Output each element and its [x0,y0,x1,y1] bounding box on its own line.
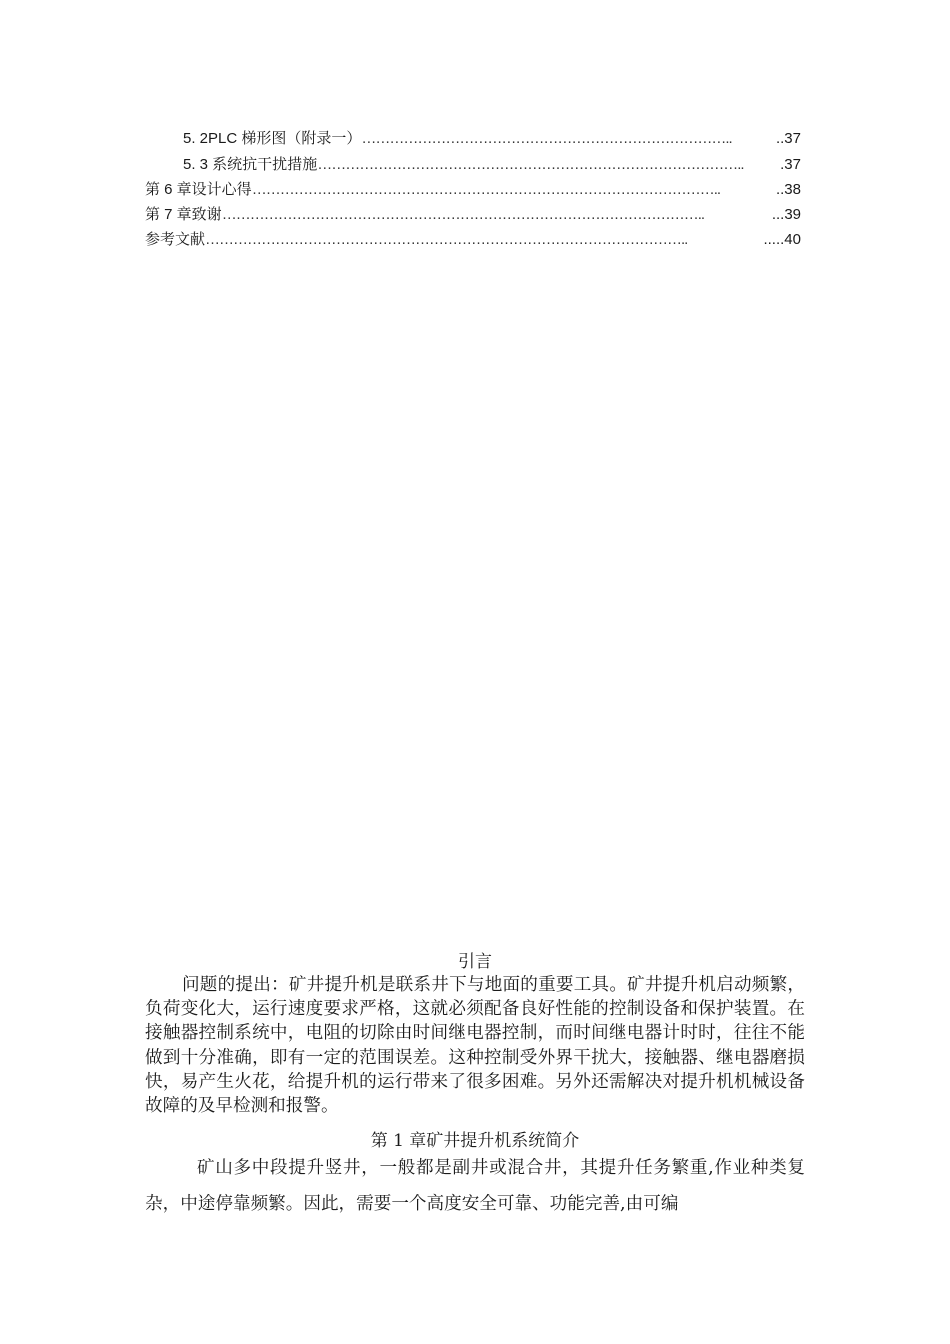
toc-dot-leader: …………………………………………………………………….. [361,130,732,147]
toc-dot-leader: ……………………………………………………………………………………….. [251,181,721,198]
toc-dot-leader: ………………………………………………………………………………………….. [205,231,688,248]
toc-page-number: .37 [780,156,801,173]
toc-dot-leader: ………………………………………………………………………………………….. [221,206,705,223]
toc-entry-references[interactable] [145,228,801,254]
toc-dot-leader: ……………………………………………………………………………….. [317,156,744,173]
chapter-1-paragraph: 矿山多中段提升竖井，一般都是副井或混合井，其提升任务繁重,作业种类复杂，中途停靠频繁。因此，需要一个高度安全可靠、功能完善,由可编 [145,1158,805,1214]
toc-page-number: ..38 [775,181,801,198]
intro-paragraph: 问题的提出：矿井提升机是联系井下与地面的重要工具。矿井提升机启动频繁，负荷变化大，运行速度要求严格，这就必须配备良好性能的控制设备和保护装置。在接触器控制系统中，电阻的切除由时间继电器控制，而时间继电器计时时，往往不能做到十分准确，即有一定的范围误差。这种控制受外界干扰大，接触器、继电器磨损快，易产生火花，给提升机的运行带来了很多困难。另外还需解决对提升机机械设备故障的及早检测和报警。 [145,975,805,1117]
toc-entry-title: 第 7 章致谢 [145,206,222,223]
toc-entry-5-2[interactable] [183,127,801,153]
toc-entry-title: 5. 2PLC 梯形图（附录一） [183,130,362,147]
toc-entry-title: 5. 3 系统抗干扰措施 [183,156,318,173]
toc-page-number: ...39 [771,206,801,223]
toc-entry-title: 第 6 章设计心得 [145,181,252,198]
toc-entry-chapter-7[interactable] [145,203,801,229]
toc-entry-chapter-6[interactable] [145,178,801,204]
toc-entry-5-3[interactable] [183,153,801,179]
chapter-1-heading: 第 1 章矿井提升机系统简介 [370,1131,580,1151]
intro-heading: 引言 [458,952,492,972]
toc-page-number: ..37 [775,130,801,147]
toc-entry-title: 参考文献 [145,231,206,248]
toc-page-number: .....40 [763,231,801,248]
